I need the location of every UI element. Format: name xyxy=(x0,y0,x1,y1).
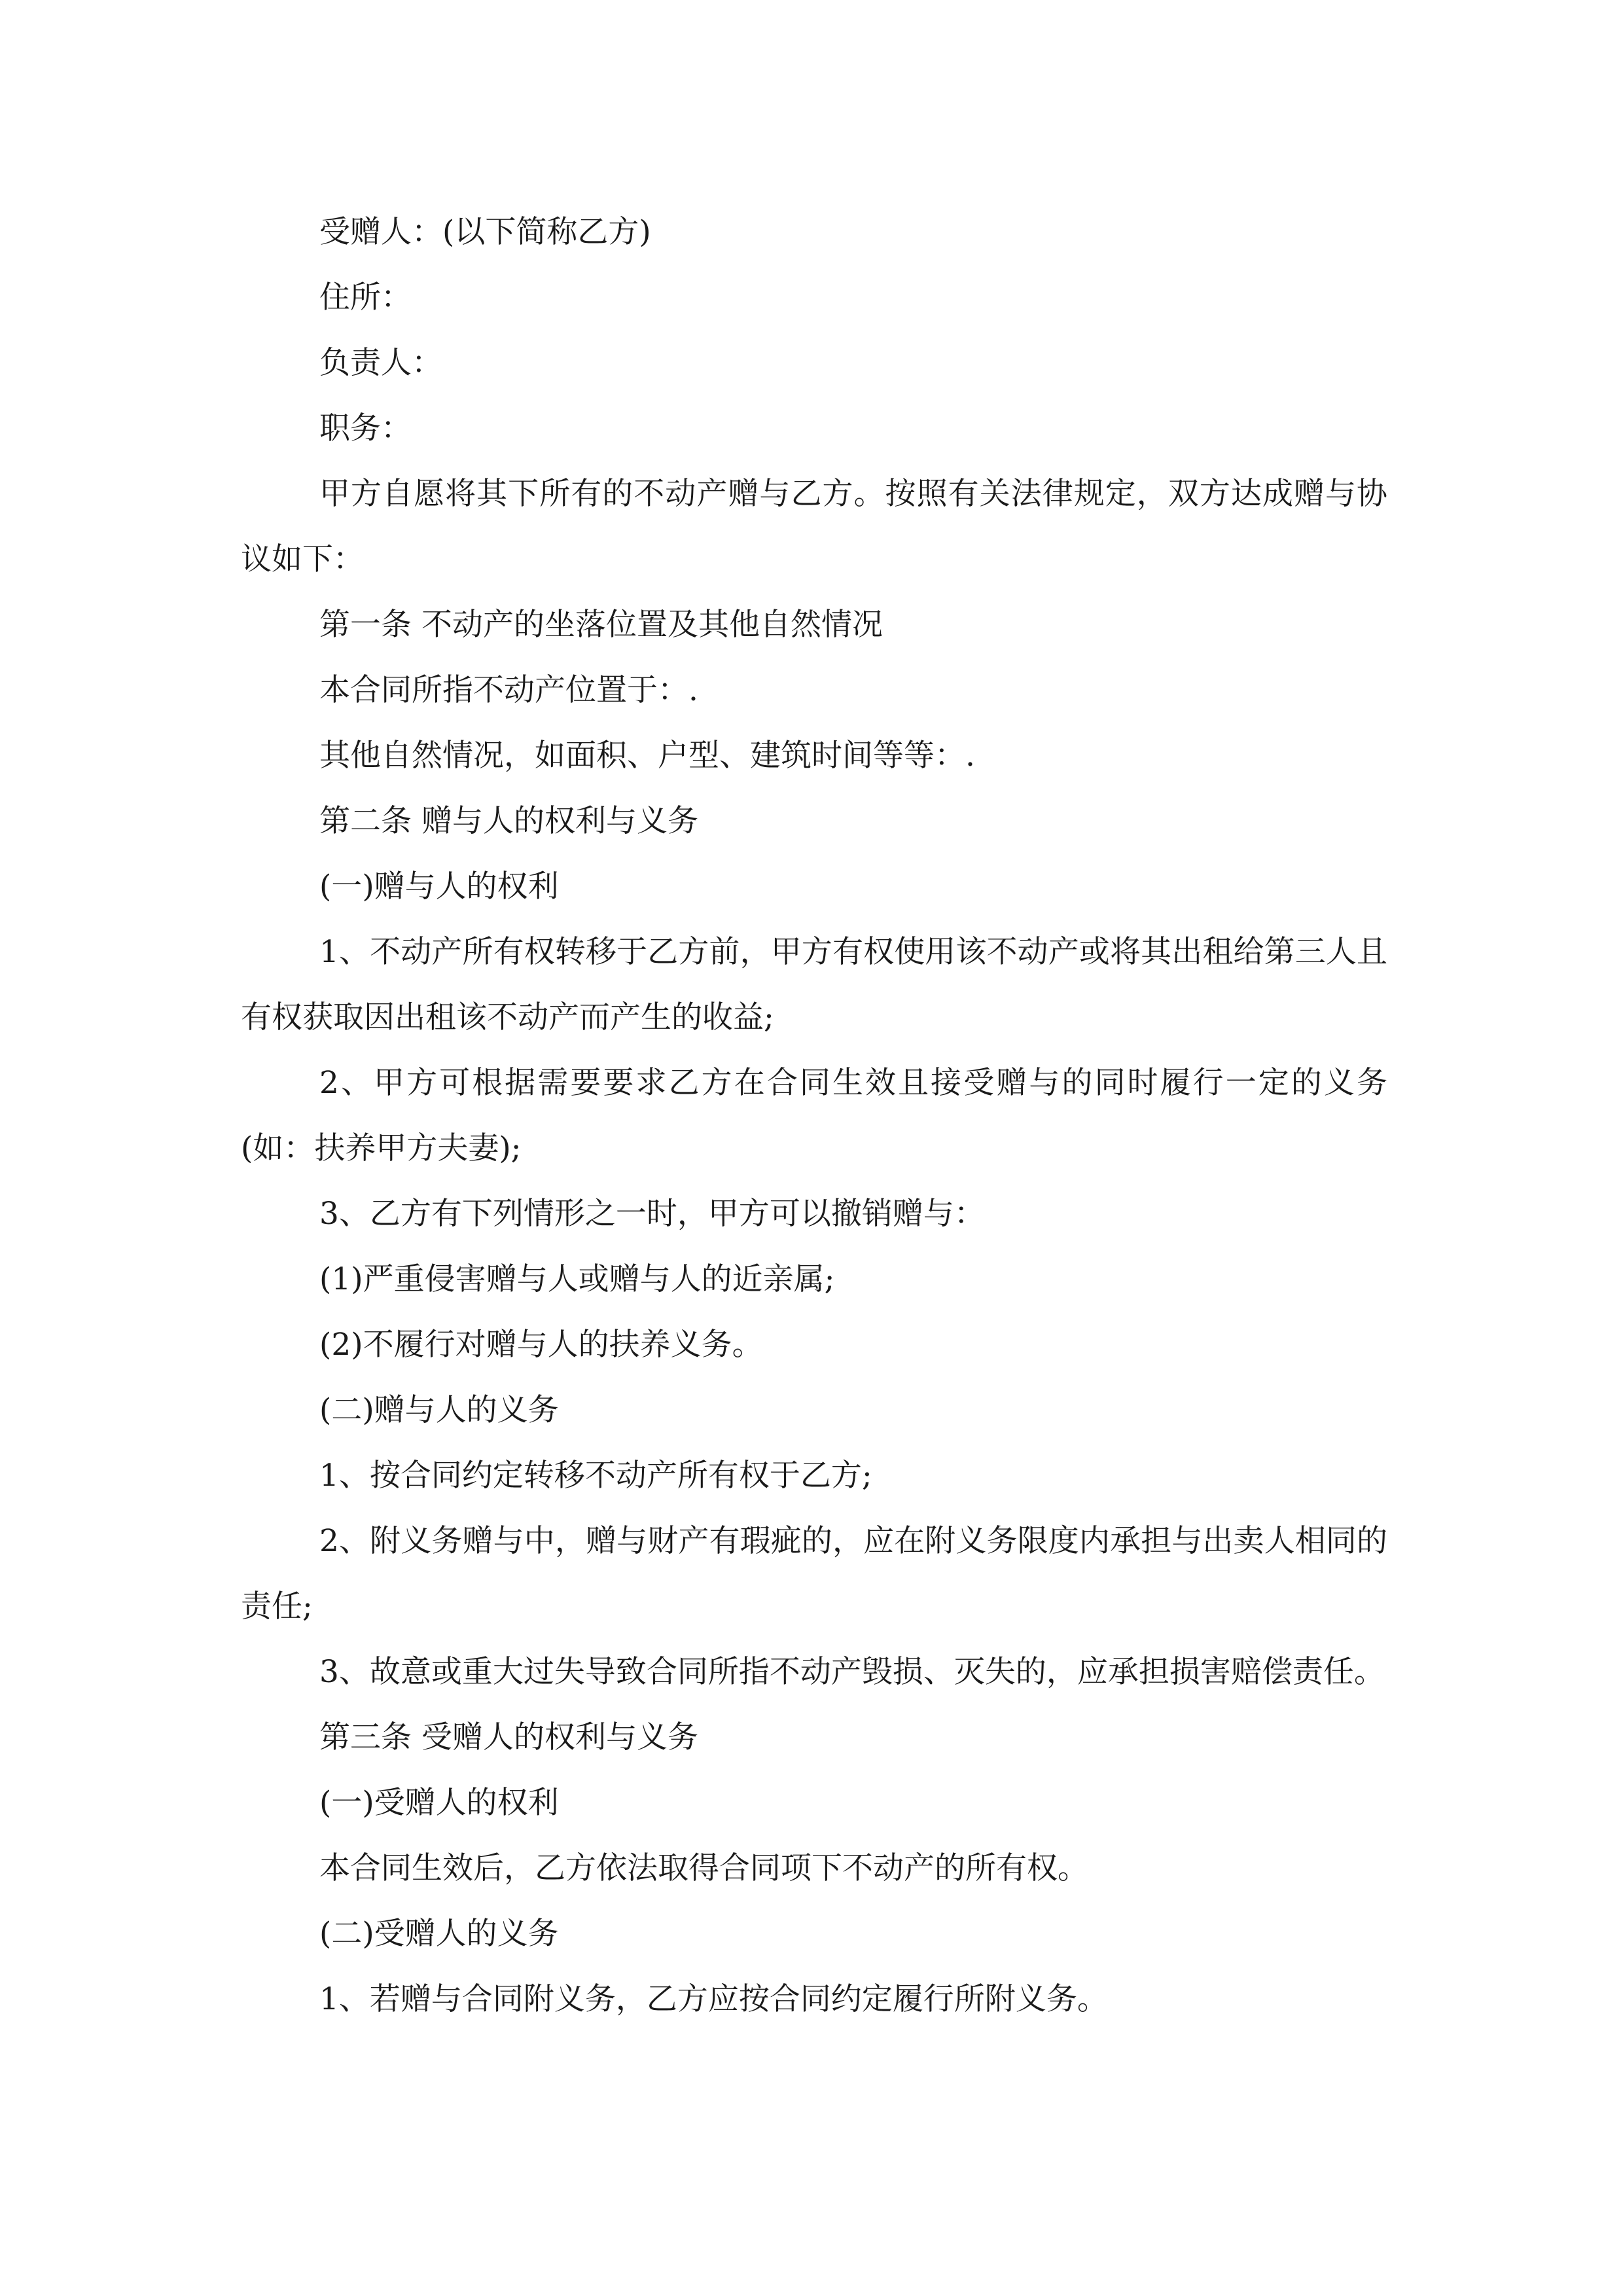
donor-duty-1: 1、按合同约定转移不动产所有权于乙方; xyxy=(319,1458,872,1494)
article-1-heading: 第一条 不动产的坐落位置及其他自然情况 xyxy=(319,607,883,643)
donor-rights-heading: (一)赠与人的权利 xyxy=(319,869,559,905)
revocation-case-1: (1)严重侵害赠与人或赠与人的近亲属; xyxy=(319,1261,835,1297)
property-details-line: 其他自然情况，如面积、户型、建筑时间等等：. xyxy=(319,738,975,774)
recipient-rights-heading: (一)受赠人的权利 xyxy=(319,1785,559,1821)
recipient-duties-heading: (二)受赠人的义务 xyxy=(319,1916,559,1952)
responsible-person-line: 负责人： xyxy=(319,345,442,381)
donor-right-2: 2、甲方可根据需要要求乙方在合同生效且接受赠与的同时履行一定的义务(如：扶养甲方夫妻); xyxy=(241,1065,1387,1166)
donor-duties-heading: (二)赠与人的义务 xyxy=(319,1392,559,1428)
revocation-case-2: (2)不履行对赠与人的扶养义务。 xyxy=(319,1327,763,1363)
recipient-line: 受赠人：(以下简称乙方) xyxy=(319,214,651,250)
position-line: 职务： xyxy=(319,410,412,446)
property-location-line: 本合同所指不动产位置于：. xyxy=(319,672,698,708)
recipient-duty-1: 1、若赠与合同附义务，乙方应按合同约定履行所附义务。 xyxy=(319,1981,1108,2017)
donor-right-1: 1、不动产所有权转移于乙方前，甲方有权使用该不动产或将其出租给第三人且有权获取因出租该不动产而产生的收益; xyxy=(241,934,1387,1035)
recipient-right-1: 本合同生效后，乙方依法取得合同项下不动产的所有权。 xyxy=(319,1850,1088,1886)
donor-right-3: 3、乙方有下列情形之一时，甲方可以撤销赠与： xyxy=(319,1196,985,1232)
article-2-heading: 第二条 赠与人的权利与义务 xyxy=(319,803,698,839)
address-line: 住所： xyxy=(319,279,412,315)
contract-body xyxy=(241,200,1387,2032)
donor-duty-3: 3、故意或重大过失导致合同所指不动产毁损、灭失的，应承担损害赔偿责任。 xyxy=(319,1654,1385,1690)
preamble-paragraph: 甲方自愿将其下所有的不动产赠与乙方。按照有关法律规定，双方达成赠与协议如下： xyxy=(241,476,1387,577)
donor-duty-2: 2、附义务赠与中，赠与财产有瑕疵的，应在附义务限度内承担与出卖人相同的责任; xyxy=(241,1523,1387,1624)
article-3-heading: 第三条 受赠人的权利与义务 xyxy=(319,1719,698,1755)
